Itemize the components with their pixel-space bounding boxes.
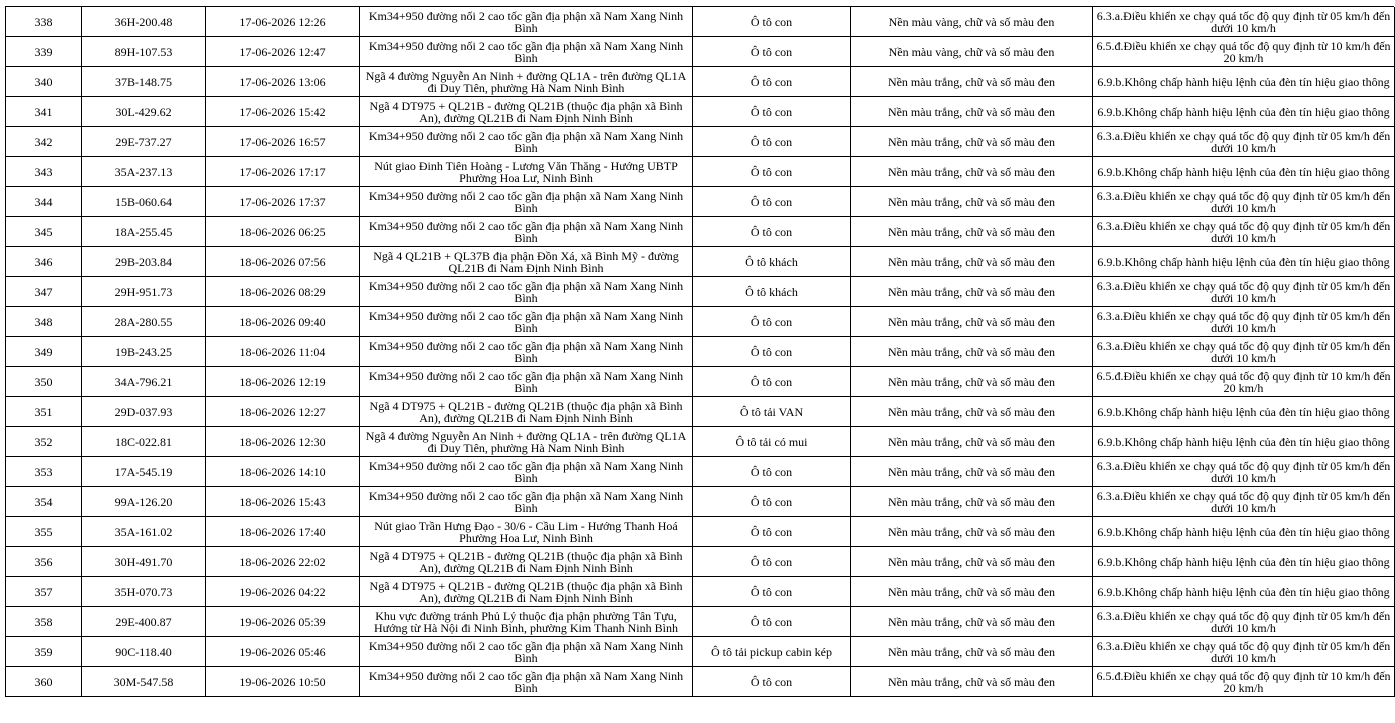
cell-stt: 345 (6, 217, 82, 247)
cell-location: Ngã 4 đường Nguyễn An Ninh + đường QL1A - trên đường QL1A đi Duy Tiên, phường Hà Nam Ninh Bình (360, 67, 693, 97)
cell-location: Ngã 4 DT975 + QL21B - đường QL21B (thuộc địa phận xã Bình An), đường QL21B đi Nam Định Ninh Bình (360, 397, 693, 427)
table-row (6, 307, 1395, 337)
table-row (6, 457, 1395, 487)
cell-vehicle-type: Ô tô tải có mui (693, 427, 851, 457)
cell-violation: 6.3.a.Điều khiển xe chạy quá tốc độ quy định từ 05 km/h đến dưới 10 km/h (1093, 637, 1395, 667)
cell-plate: 30M-547.58 (82, 667, 206, 697)
cell-vehicle-type: Ô tô con (693, 607, 851, 637)
cell-plate-color: Nền màu trắng, chữ và số màu đen (851, 457, 1093, 487)
cell-violation: 6.9.b.Không chấp hành hiệu lệnh của đèn tín hiệu giao thông (1093, 157, 1395, 187)
cell-plate: 29D-037.93 (82, 397, 206, 427)
cell-violation: 6.9.b.Không chấp hành hiệu lệnh của đèn tín hiệu giao thông (1093, 67, 1395, 97)
cell-plate-color: Nền màu trắng, chữ và số màu đen (851, 577, 1093, 607)
cell-violation: 6.3.a.Điều khiển xe chạy quá tốc độ quy định từ 05 km/h đến dưới 10 km/h (1093, 217, 1395, 247)
cell-violation: 6.9.b.Không chấp hành hiệu lệnh của đèn tín hiệu giao thông (1093, 577, 1395, 607)
cell-plate-color: Nền màu trắng, chữ và số màu đen (851, 427, 1093, 457)
cell-location: Ngã 4 đường Nguyễn An Ninh + đường QL1A - trên đường QL1A đi Duy Tiên, phường Hà Nam Ninh Bình (360, 427, 693, 457)
table-row (6, 97, 1395, 127)
cell-plate-color: Nền màu trắng, chữ và số màu đen (851, 67, 1093, 97)
table-row (6, 397, 1395, 427)
table-row (6, 277, 1395, 307)
cell-plate: 18C-022.81 (82, 427, 206, 457)
table-row (6, 367, 1395, 397)
cell-plate-color: Nền màu trắng, chữ và số màu đen (851, 367, 1093, 397)
cell-violation: 6.3.a.Điều khiển xe chạy quá tốc độ quy định từ 05 km/h đến dưới 10 km/h (1093, 187, 1395, 217)
cell-location: Km34+950 đường nối 2 cao tốc gần địa phận xã Nam Xang Ninh Bình (360, 367, 693, 397)
cell-stt: 360 (6, 667, 82, 697)
cell-vehicle-type: Ô tô con (693, 97, 851, 127)
cell-time: 18-06-2026 07:56 (206, 247, 360, 277)
cell-plate: 18A-255.45 (82, 217, 206, 247)
cell-location: Ngã 4 DT975 + QL21B - đường QL21B (thuộc địa phận xã Bình An), đường QL21B đi Nam Định Ninh Bình (360, 97, 693, 127)
cell-plate: 29H-951.73 (82, 277, 206, 307)
cell-plate: 99A-126.20 (82, 487, 206, 517)
table-row (6, 487, 1395, 517)
cell-plate-color: Nền màu vàng, chữ và số màu đen (851, 7, 1093, 37)
table-row (6, 217, 1395, 247)
cell-stt: 339 (6, 37, 82, 67)
cell-plate: 29E-737.27 (82, 127, 206, 157)
cell-violation: 6.9.b.Không chấp hành hiệu lệnh của đèn tín hiệu giao thông (1093, 397, 1395, 427)
table-row (6, 127, 1395, 157)
cell-violation: 6.3.a.Điều khiển xe chạy quá tốc độ quy định từ 05 km/h đến dưới 10 km/h (1093, 487, 1395, 517)
cell-stt: 350 (6, 367, 82, 397)
cell-stt: 358 (6, 607, 82, 637)
cell-location: Km34+950 đường nối 2 cao tốc gần địa phận xã Nam Xang Ninh Bình (360, 667, 693, 697)
cell-vehicle-type: Ô tô con (693, 7, 851, 37)
cell-vehicle-type: Ô tô con (693, 667, 851, 697)
cell-vehicle-type: Ô tô con (693, 577, 851, 607)
cell-plate-color: Nền màu vàng, chữ và số màu đen (851, 37, 1093, 67)
cell-location: Km34+950 đường nối 2 cao tốc gần địa phận xã Nam Xang Ninh Bình (360, 487, 693, 517)
cell-time: 17-06-2026 12:47 (206, 37, 360, 67)
cell-time: 19-06-2026 05:39 (206, 607, 360, 637)
cell-stt: 347 (6, 277, 82, 307)
cell-location: Khu vực đường tránh Phủ Lý thuộc địa phận phường Tân Tựu, Hướng từ Hà Nội đi Ninh Bình, phường Kim Thanh Ninh Bình (360, 607, 693, 637)
cell-stt: 354 (6, 487, 82, 517)
cell-plate-color: Nền màu trắng, chữ và số màu đen (851, 547, 1093, 577)
cell-plate-color: Nền màu trắng, chữ và số màu đen (851, 517, 1093, 547)
table-row (6, 667, 1395, 697)
cell-location: Km34+950 đường nối 2 cao tốc gần địa phận xã Nam Xang Ninh Bình (360, 37, 693, 67)
cell-stt: 359 (6, 637, 82, 667)
cell-location: Ngã 4 DT975 + QL21B - đường QL21B (thuộc địa phận xã Bình An), đường QL21B đi Nam Định Ninh Bình (360, 547, 693, 577)
cell-vehicle-type: Ô tô con (693, 187, 851, 217)
cell-location: Km34+950 đường nối 2 cao tốc gần địa phận xã Nam Xang Ninh Bình (360, 217, 693, 247)
cell-plate-color: Nền màu trắng, chữ và số màu đen (851, 247, 1093, 277)
cell-location: Ngã 4 QL21B + QL37B địa phận Đồn Xá, xã Bình Mỹ - đường QL21B đi Nam Định Ninh Bình (360, 247, 693, 277)
cell-plate: 29B-203.84 (82, 247, 206, 277)
cell-vehicle-type: Ô tô tải pickup cabin kép (693, 637, 851, 667)
cell-time: 18-06-2026 14:10 (206, 457, 360, 487)
cell-plate: 19B-243.25 (82, 337, 206, 367)
cell-plate: 30L-429.62 (82, 97, 206, 127)
table-row (6, 337, 1395, 367)
cell-vehicle-type: Ô tô con (693, 517, 851, 547)
table-body (6, 7, 1395, 697)
violations-table (5, 6, 1395, 697)
table-row (6, 157, 1395, 187)
cell-violation: 6.3.a.Điều khiển xe chạy quá tốc độ quy định từ 05 km/h đến dưới 10 km/h (1093, 127, 1395, 157)
cell-violation: 6.3.a.Điều khiển xe chạy quá tốc độ quy định từ 05 km/h đến dưới 10 km/h (1093, 337, 1395, 367)
cell-vehicle-type: Ô tô tải VAN (693, 397, 851, 427)
cell-time: 19-06-2026 10:50 (206, 667, 360, 697)
cell-location: Km34+950 đường nối 2 cao tốc gần địa phận xã Nam Xang Ninh Bình (360, 457, 693, 487)
cell-time: 17-06-2026 17:17 (206, 157, 360, 187)
cell-vehicle-type: Ô tô con (693, 67, 851, 97)
table-row (6, 7, 1395, 37)
cell-time: 17-06-2026 12:26 (206, 7, 360, 37)
cell-vehicle-type: Ô tô khách (693, 277, 851, 307)
cell-time: 17-06-2026 15:42 (206, 97, 360, 127)
cell-violation: 6.5.đ.Điều khiển xe chạy quá tốc độ quy định từ 10 km/h đến 20 km/h (1093, 37, 1395, 67)
cell-vehicle-type: Ô tô con (693, 487, 851, 517)
cell-violation: 6.5.đ.Điều khiển xe chạy quá tốc độ quy định từ 10 km/h đến 20 km/h (1093, 667, 1395, 697)
cell-stt: 349 (6, 337, 82, 367)
table-row (6, 187, 1395, 217)
cell-plate-color: Nền màu trắng, chữ và số màu đen (851, 487, 1093, 517)
cell-violation: 6.3.a.Điều khiển xe chạy quá tốc độ quy định từ 05 km/h đến dưới 10 km/h (1093, 277, 1395, 307)
cell-stt: 342 (6, 127, 82, 157)
cell-violation: 6.3.a.Điều khiển xe chạy quá tốc độ quy định từ 05 km/h đến dưới 10 km/h (1093, 457, 1395, 487)
cell-plate-color: Nền màu trắng, chữ và số màu đen (851, 217, 1093, 247)
cell-plate: 34A-796.21 (82, 367, 206, 397)
cell-plate: 36H-200.48 (82, 7, 206, 37)
cell-time: 18-06-2026 22:02 (206, 547, 360, 577)
table-row (6, 247, 1395, 277)
cell-plate: 90C-118.40 (82, 637, 206, 667)
cell-location: Nút giao Trần Hưng Đạo - 30/6 - Cầu Lim - Hướng Thanh Hoá Phường Hoa Lư, Ninh Bình (360, 517, 693, 547)
cell-plate: 35A-161.02 (82, 517, 206, 547)
cell-location: Nút giao Đinh Tiên Hoàng - Lương Văn Thăng - Hướng UBTP Phường Hoa Lư, Ninh Bình (360, 157, 693, 187)
table-top-edge (0, 0, 1395, 7)
cell-time: 17-06-2026 16:57 (206, 127, 360, 157)
cell-location: Ngã 4 DT975 + QL21B - đường QL21B (thuộc địa phận xã Bình An), đường QL21B đi Nam Định Ninh Bình (360, 577, 693, 607)
cell-plate-color: Nền màu trắng, chữ và số màu đen (851, 97, 1093, 127)
cell-stt: 341 (6, 97, 82, 127)
cell-vehicle-type: Ô tô con (693, 37, 851, 67)
cell-violation: 6.9.b.Không chấp hành hiệu lệnh của đèn tín hiệu giao thông (1093, 427, 1395, 457)
table-row (6, 67, 1395, 97)
cell-stt: 340 (6, 67, 82, 97)
cell-plate-color: Nền màu trắng, chữ và số màu đen (851, 277, 1093, 307)
cell-time: 18-06-2026 12:19 (206, 367, 360, 397)
cell-plate-color: Nền màu trắng, chữ và số màu đen (851, 397, 1093, 427)
cell-plate: 28A-280.55 (82, 307, 206, 337)
cell-plate: 35A-237.13 (82, 157, 206, 187)
cell-location: Km34+950 đường nối 2 cao tốc gần địa phận xã Nam Xang Ninh Bình (360, 127, 693, 157)
cell-violation: 6.9.b.Không chấp hành hiệu lệnh của đèn tín hiệu giao thông (1093, 517, 1395, 547)
cell-location: Km34+950 đường nối 2 cao tốc gần địa phận xã Nam Xang Ninh Bình (360, 307, 693, 337)
cell-stt: 338 (6, 7, 82, 37)
cell-vehicle-type: Ô tô con (693, 157, 851, 187)
cell-vehicle-type: Ô tô con (693, 367, 851, 397)
table-row (6, 37, 1395, 67)
cell-stt: 343 (6, 157, 82, 187)
cell-time: 17-06-2026 13:06 (206, 67, 360, 97)
cell-stt: 352 (6, 427, 82, 457)
cell-vehicle-type: Ô tô con (693, 307, 851, 337)
cell-plate: 29E-400.87 (82, 607, 206, 637)
cell-plate-color: Nền màu trắng, chữ và số màu đen (851, 157, 1093, 187)
cell-plate-color: Nền màu trắng, chữ và số màu đen (851, 637, 1093, 667)
cell-stt: 353 (6, 457, 82, 487)
cell-location: Km34+950 đường nối 2 cao tốc gần địa phận xã Nam Xang Ninh Bình (360, 637, 693, 667)
cell-violation: 6.3.a.Điều khiển xe chạy quá tốc độ quy định từ 05 km/h đến dưới 10 km/h (1093, 307, 1395, 337)
cell-plate-color: Nền màu trắng, chữ và số màu đen (851, 187, 1093, 217)
cell-plate-color: Nền màu trắng, chữ và số màu đen (851, 337, 1093, 367)
cell-violation: 6.9.b.Không chấp hành hiệu lệnh của đèn tín hiệu giao thông (1093, 547, 1395, 577)
cell-plate-color: Nền màu trắng, chữ và số màu đen (851, 607, 1093, 637)
cell-plate-color: Nền màu trắng, chữ và số màu đen (851, 667, 1093, 697)
table-row (6, 517, 1395, 547)
cell-location: Km34+950 đường nối 2 cao tốc gần địa phận xã Nam Xang Ninh Bình (360, 337, 693, 367)
cell-stt: 355 (6, 517, 82, 547)
cell-stt: 351 (6, 397, 82, 427)
cell-time: 18-06-2026 12:27 (206, 397, 360, 427)
cell-time: 18-06-2026 12:30 (206, 427, 360, 457)
table-row (6, 547, 1395, 577)
cell-plate-color: Nền màu trắng, chữ và số màu đen (851, 307, 1093, 337)
cell-time: 19-06-2026 05:46 (206, 637, 360, 667)
cell-stt: 348 (6, 307, 82, 337)
cell-stt: 356 (6, 547, 82, 577)
cell-vehicle-type: Ô tô con (693, 337, 851, 367)
cell-plate: 15B-060.64 (82, 187, 206, 217)
cell-violation: 6.5.đ.Điều khiển xe chạy quá tốc độ quy định từ 10 km/h đến 20 km/h (1093, 367, 1395, 397)
cell-stt: 344 (6, 187, 82, 217)
cell-time: 18-06-2026 17:40 (206, 517, 360, 547)
cell-time: 18-06-2026 08:29 (206, 277, 360, 307)
table-row (6, 427, 1395, 457)
cell-location: Km34+950 đường nối 2 cao tốc gần địa phận xã Nam Xang Ninh Bình (360, 7, 693, 37)
cell-plate: 89H-107.53 (82, 37, 206, 67)
table-row (6, 607, 1395, 637)
cell-plate: 35H-070.73 (82, 577, 206, 607)
cell-plate: 30H-491.70 (82, 547, 206, 577)
cell-stt: 346 (6, 247, 82, 277)
cell-location: Km34+950 đường nối 2 cao tốc gần địa phận xã Nam Xang Ninh Bình (360, 187, 693, 217)
cell-time: 17-06-2026 17:37 (206, 187, 360, 217)
cell-plate: 37B-148.75 (82, 67, 206, 97)
cell-plate: 17A-545.19 (82, 457, 206, 487)
cell-violation: 6.9.b.Không chấp hành hiệu lệnh của đèn tín hiệu giao thông (1093, 247, 1395, 277)
cell-time: 18-06-2026 09:40 (206, 307, 360, 337)
cell-vehicle-type: Ô tô con (693, 547, 851, 577)
cell-time: 18-06-2026 11:04 (206, 337, 360, 367)
cell-vehicle-type: Ô tô khách (693, 247, 851, 277)
cell-violation: 6.3.a.Điều khiển xe chạy quá tốc độ quy định từ 05 km/h đến dưới 10 km/h (1093, 7, 1395, 37)
cell-vehicle-type: Ô tô con (693, 457, 851, 487)
cell-violation: 6.3.a.Điều khiển xe chạy quá tốc độ quy định từ 05 km/h đến dưới 10 km/h (1093, 607, 1395, 637)
cell-vehicle-type: Ô tô con (693, 217, 851, 247)
table-row (6, 637, 1395, 667)
cell-plate-color: Nền màu trắng, chữ và số màu đen (851, 127, 1093, 157)
cell-stt: 357 (6, 577, 82, 607)
cell-vehicle-type: Ô tô con (693, 127, 851, 157)
cell-time: 18-06-2026 15:43 (206, 487, 360, 517)
table-row (6, 577, 1395, 607)
cell-violation: 6.9.b.Không chấp hành hiệu lệnh của đèn tín hiệu giao thông (1093, 97, 1395, 127)
cell-location: Km34+950 đường nối 2 cao tốc gần địa phận xã Nam Xang Ninh Bình (360, 277, 693, 307)
cell-time: 19-06-2026 04:22 (206, 577, 360, 607)
cell-time: 18-06-2026 06:25 (206, 217, 360, 247)
